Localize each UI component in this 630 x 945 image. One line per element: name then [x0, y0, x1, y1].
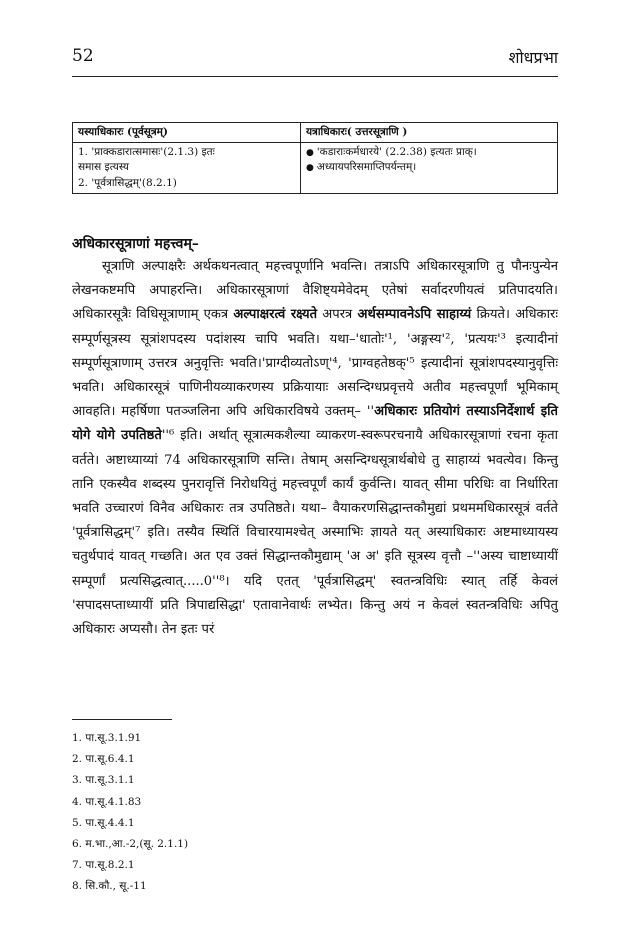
body-text: क्रियते। अधिकारः सम्पूर्णसूत्रस्य सूत्रांशपदस्य पदांशस्य चापि भवति। यथा–'धातोः'¹, 'अङ्गस्य'², 'प्रत्ययः'³ इत्यादीनां सम्पूर्णसूत्राणाम् उत्तरत्र अनुवृत्तिः भवति।'प्राग्दीव्यतोऽण्'⁴, 'प्राग्वहतेष्ठक्'⁵ इत्यादीनां सूत्रांशपदस्यानुवृत्तिः भवति। अधिकारसूत्रं पाणिनीयव्याकरणस्य प्रक्रियायाः असन्दिग्धप्रवृत्तये अतीव महत्त्वपूर्णां भूमिकाम् आवहति। महर्षिणा पतञ्जलिना अपि अधिकारविषये उक्तम्– '' [72, 307, 558, 420]
bullet-icon: ● [305, 148, 314, 159]
bold-text: अल्पाक्षरत्वं रक्ष्यते [233, 307, 318, 323]
table-cell-col1 [73, 143, 301, 194]
footnote-item: 8. सि.कौ., सू.-11 [72, 880, 147, 893]
body-text: अपरत्र [322, 307, 353, 323]
page-header [72, 46, 558, 74]
table-header-row [73, 123, 558, 143]
body-text: ''⁶ इति। अर्थात् सूत्रात्मकशैल्या व्याकरण-स्वरूपरचनायै अधिकारसूत्राणां रचना कृता वर्तते। अष्टाध्याय्यां 74 अधिकारसूत्राणि सन्ति। तेषाम् असन्दिग्धसूत्रार्थबोधे तु साहाय्यं भवत्येव। किन्तु तानि एकस्यैव शब्दस्य पुनरावृत्तिं निरोधयितुं महत्त्वपूर्णं कार्यं कुर्वन्ति। यावत् सीमा परिधिः वा निर्धारिता भवति उच्चारणं विनैव अधिकारः तत्र उपतिष्ठते। यथा– वैयाकरणसिद्धान्तकौमुद्यां प्रथममधिकारसूत्रं वर्तते 'पूर्वत्रासिद्धम्'⁷ इति। तस्यैव स्थितिं विचारयामश्चेत् अस्माभिः ज्ञायते यत् अस्याधिकारः अष्टमाध्यायस्य चतुर्थपादं यावत् गच्छति। अत एव उक्तं सिद्धान्तकौमुद्याम् 'अ अ' इति सूत्रस्य वृत्तौ –''अस्य चाष्टाध्यायीं सम्पूर्णां प्रत्यसिद्धत्वात्.....0''⁸। यदि एतत् 'पूर्वत्रासिद्धम्' स्वतन्त्रविधिः स्यात् तर्हि केवलं 'सपादसप्ताध्यायीं प्रति त्रिपाद्यसिद्धा' एतावानेवार्थः लभ्येत। किन्तु अयं न केवलं स्वतन्त्रविधिः अपितु अधिकारः अप्यसौ। तेन इतः परं [72, 428, 558, 638]
body-text: सूत्राणि अल्पाक्षरैः अर्थकथनत्वात् महत्त्वपूर्णानि भवन्ति। तत्राऽपि अधिकारसूत्राणि तु पौनःपुन्येन लेखनकष्टमपि अपाहरन्ति। अधिकारसूत्राणां वैशिष्ट्यमेवेदम् एतेषां सर्वादरणीयत्वं प्रतिपादयति। अधिकारसूत्रैः विधिसूत्राणाम् एकत्र [72, 259, 558, 323]
table-line [306, 145, 552, 160]
table-row [73, 143, 558, 194]
table-line: समास इत्यस्य [78, 161, 129, 174]
bold-text: अधिकारः प्रतियोगं तस्याऽनिर्देशार्थ इति योगे योगे उपतिष्ठते [72, 404, 558, 444]
footnote-item: 1. पा.सू.3.1.91 [72, 732, 142, 744]
footnote-item: 4. पा.सू.4.1.83 [72, 795, 142, 808]
adhikara-table [72, 122, 558, 194]
footnote-item: 6. म.भा.,आ.-2,(सू. 2.1.1) [72, 838, 189, 851]
footnotes [72, 728, 372, 898]
table-line: 2. 'पूर्वत्रासिद्धम्'(8.2.1) [78, 176, 177, 189]
body-paragraph [72, 255, 558, 642]
table-line-text: अध्यायपरिसमाप्तिपर्यन्तम्। [316, 161, 417, 174]
table-col1-header: यस्याधिकारः (पूर्वसूत्रम्) [73, 123, 301, 143]
table-line: 1. 'प्राक्कडारात्समासः'(2.1.3) इतः [78, 146, 215, 159]
footnote-item: 2. पा.सू.6.4.1 [72, 753, 135, 766]
footnote-item: 3. पा.सू.3.1.1 [72, 774, 135, 787]
header-rule [72, 76, 558, 77]
bullet-icon: ● [305, 163, 314, 174]
section-heading: अधिकारसूत्राणां महत्त्वम्– [72, 236, 199, 252]
main-content [72, 234, 558, 642]
table-col2-header: यत्राधिकारः( उत्तरसूत्राणि ) [300, 123, 557, 143]
bold-text: अर्थसम्पावनेऽपि साहाय्यं [357, 307, 472, 323]
table-line-text: 'कडाराःकर्मधारये' (2.2.38) इत्यतः प्राक्। [316, 146, 477, 159]
table-cell-col2 [300, 143, 557, 194]
table-line [306, 160, 552, 175]
footnote-rule [72, 719, 172, 720]
footnote-item: 7. पा.सू.8.2.1 [72, 859, 135, 872]
page-number: 52 [72, 46, 94, 66]
running-title: शोधप्रभा [508, 48, 558, 67]
footnote-item: 5. पा.सू.4.4.1 [72, 816, 135, 829]
